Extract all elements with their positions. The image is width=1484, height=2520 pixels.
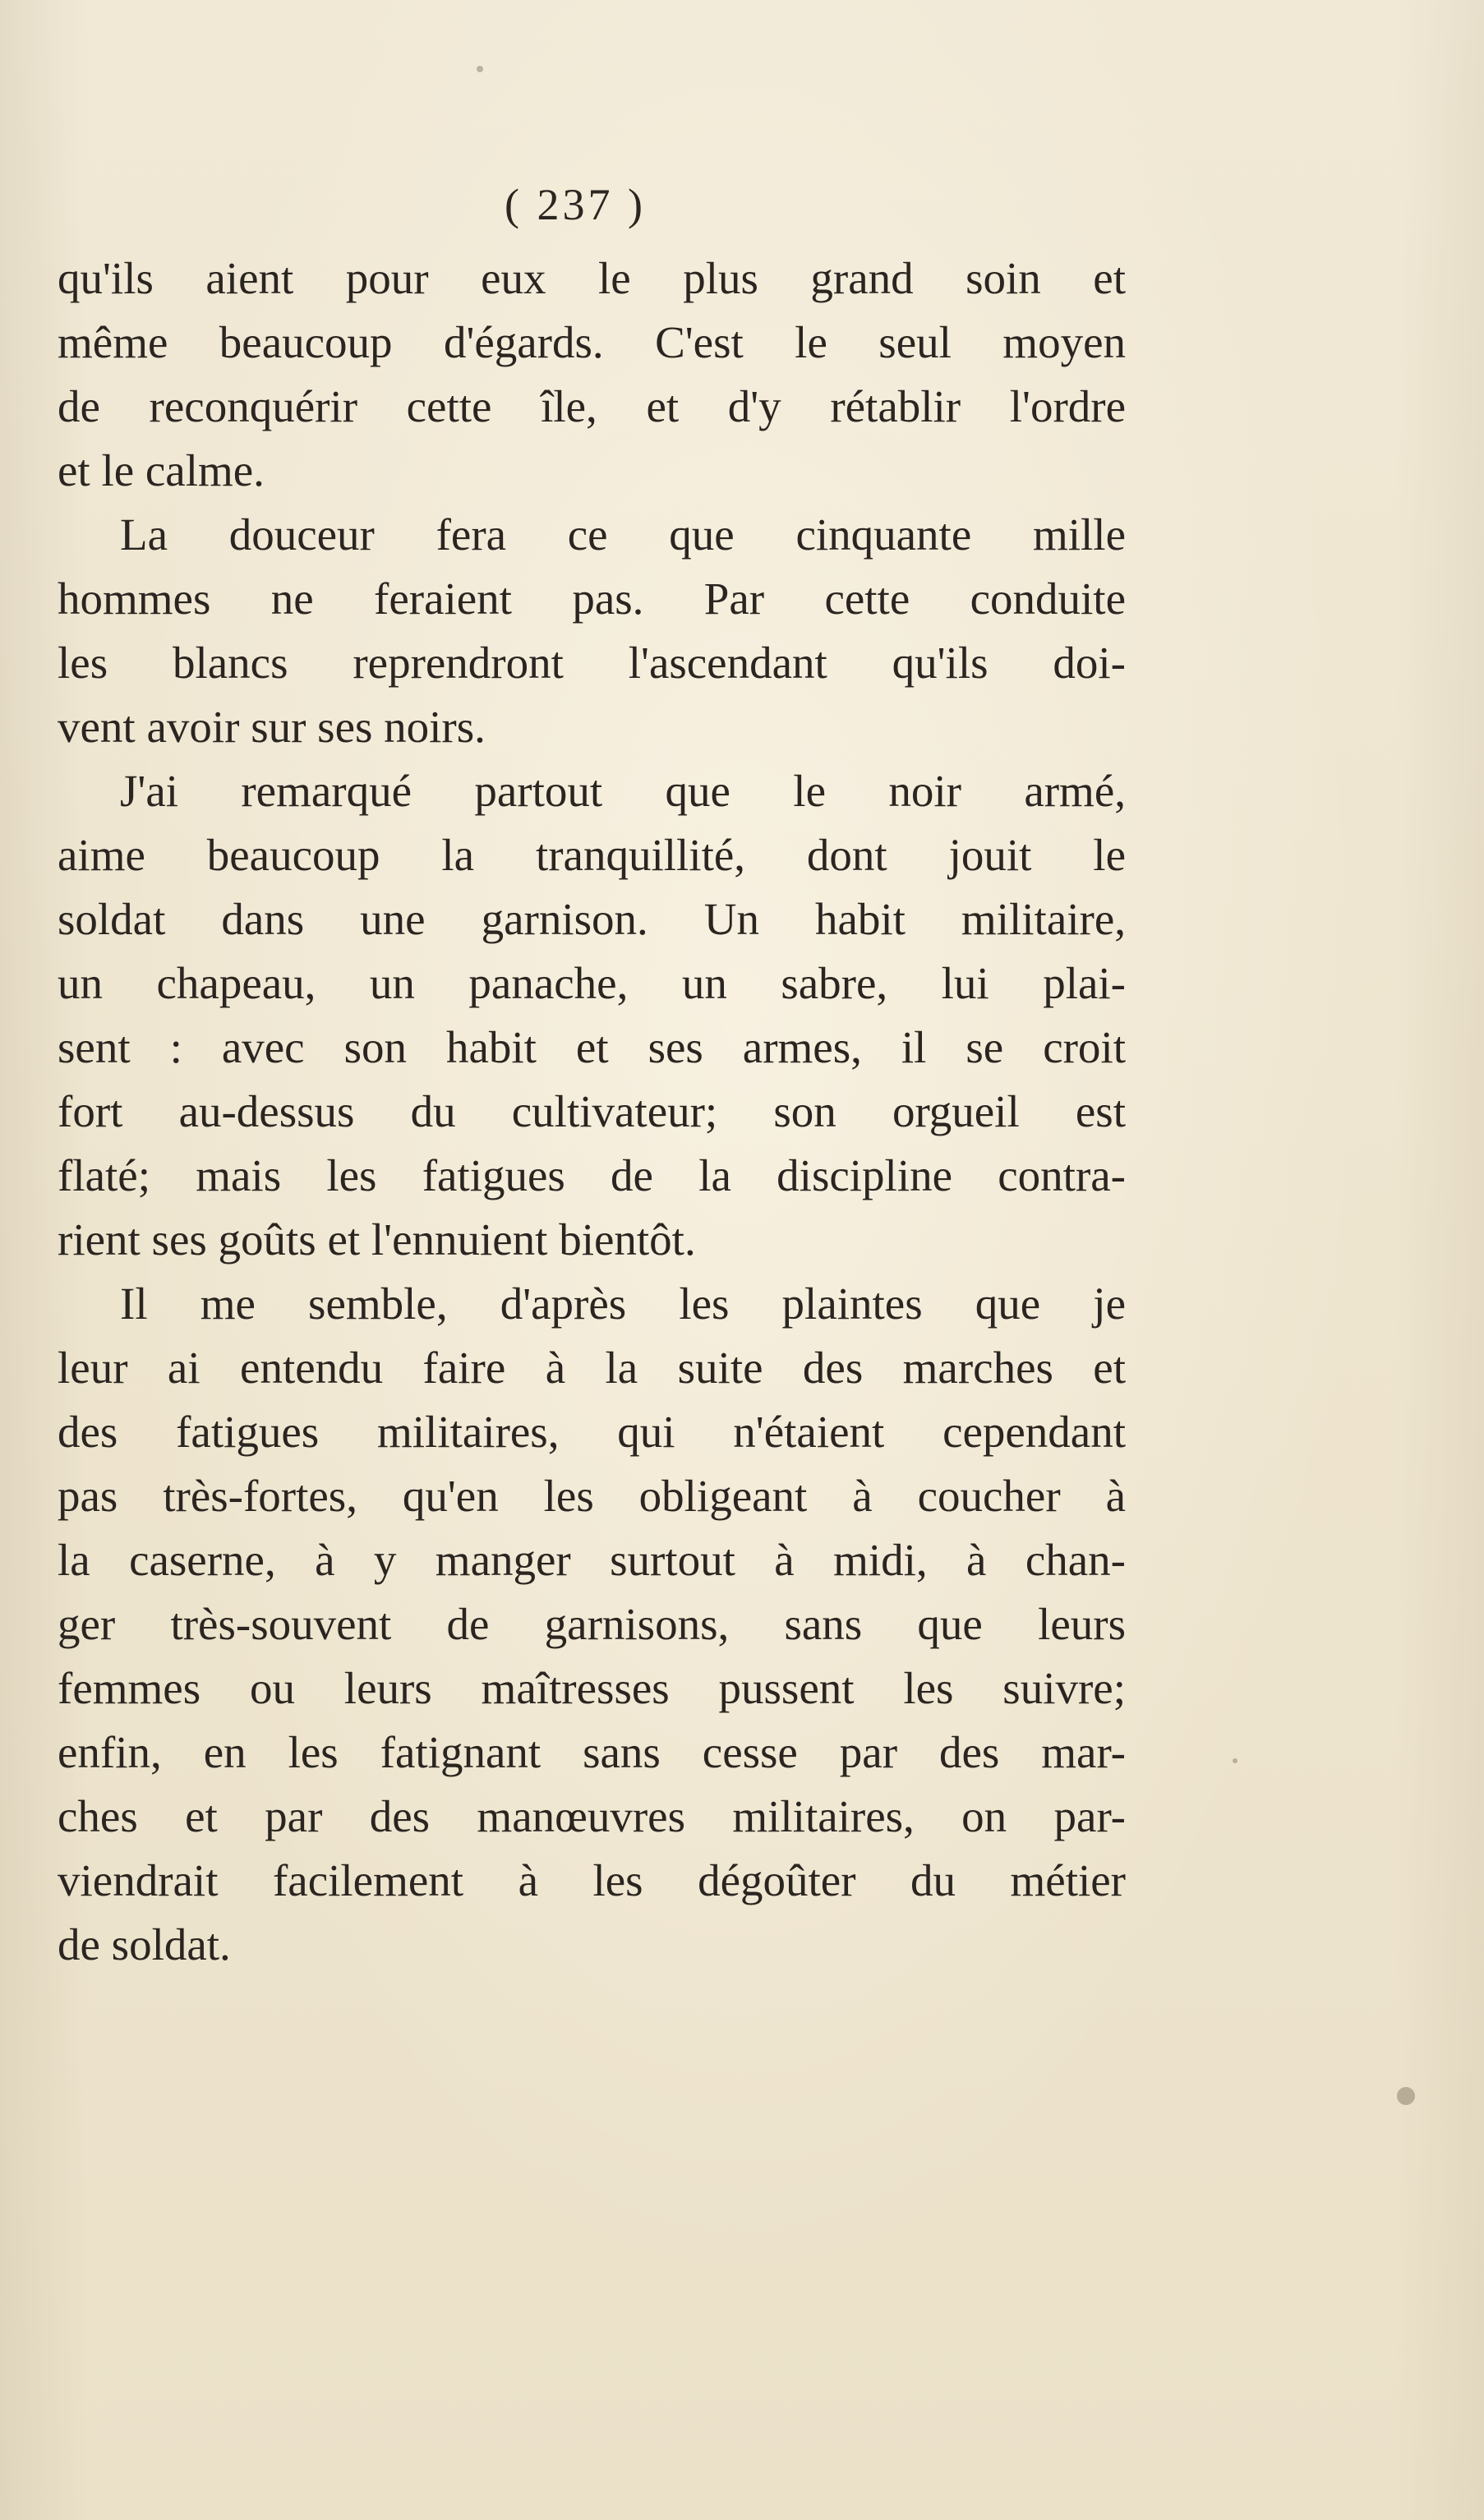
paragraph-first-line: Il me semble, d'après les plaintes que je (120, 1278, 1126, 1329)
text-line: pas très-fortes, qu'en les obligeant à coucher à (58, 1471, 1126, 1521)
text-line: sent : avec son habit et ses armes, il se croit (58, 1022, 1126, 1072)
text-line: femmes ou leurs maîtresses pussent les suivre; (58, 1663, 1126, 1713)
text-line: leur ai entendu faire à la suite des marches et (58, 1343, 1126, 1393)
text-line: de soldat. (58, 1919, 231, 1969)
text-line: flaté; mais les fatigues de la discipline contra- (58, 1150, 1126, 1200)
text-line: même beaucoup d'égards. C'est le seul moyen (58, 317, 1126, 367)
text-line: viendrait facilement à les dégoûter du métier (58, 1855, 1126, 1905)
text-line: soldat dans une garnison. Un habit militaire, (58, 894, 1126, 944)
text-line: et le calme. (58, 445, 265, 495)
text-line: un chapeau, un panache, un sabre, lui plai- (58, 958, 1126, 1008)
text-line: les blancs reprendront l'ascendant qu'ils doi- (58, 638, 1126, 688)
text-line: des fatigues militaires, qui n'étaient cependant (58, 1407, 1126, 1457)
text-line: fort au-dessus du cultivateur; son orgueil est (58, 1086, 1126, 1136)
page-number: ( 237 ) (505, 180, 646, 229)
text-line: de reconquérir cette île, et d'y rétablir l'ordre (58, 381, 1126, 431)
paper-speck (477, 66, 483, 72)
text-line: la caserne, à y manger surtout à midi, à chan- (58, 1535, 1126, 1585)
text-line: qu'ils aient pour eux le plus grand soin et (58, 253, 1126, 303)
text-line: hommes ne feraient pas. Par cette conduite (58, 574, 1126, 624)
paragraph-first-line: La douceur fera ce que cinquante mille (120, 509, 1126, 560)
paper-speck (1233, 1758, 1237, 1763)
text-line: aime beaucoup la tranquillité, dont jouit le (58, 830, 1126, 880)
text-line: enfin, en les fatignant sans cesse par des mar- (58, 1727, 1126, 1777)
paragraph-first-line: J'ai remarqué partout que le noir armé, (120, 766, 1126, 816)
text-line: vent avoir sur ses noirs. (58, 702, 486, 752)
text-line: rient ses goûts et l'ennuient bientôt. (58, 1214, 696, 1265)
text-line: ger très-souvent de garnisons, sans que leurs (58, 1599, 1126, 1649)
text-line: ches et par des manœuvres militaires, on par- (58, 1791, 1126, 1841)
body-text (58, 246, 1126, 1977)
paper-speck (1397, 2087, 1415, 2105)
